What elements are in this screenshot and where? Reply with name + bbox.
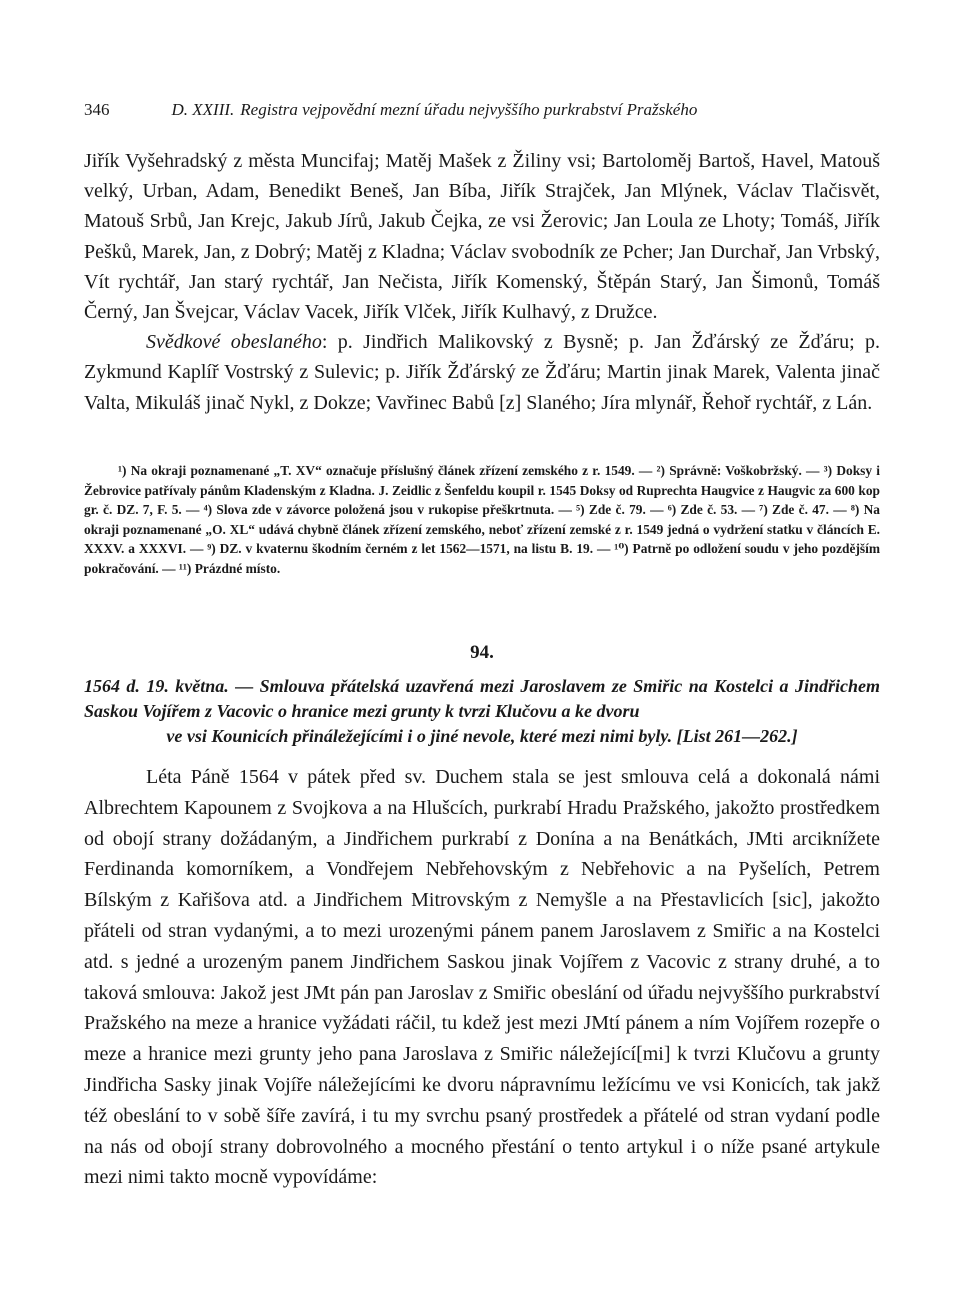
page-number: 346 [84, 100, 110, 119]
regest-last-line: ve vsi Kounicích přináležejícími i o jiné nevole, které mezi nimi byly. [List 261—262.] [166, 726, 798, 746]
running-title [172, 100, 698, 119]
section-label: D. XXIII. [171, 100, 235, 119]
witnesses-paragraph [84, 327, 880, 418]
register-title: Registra vejpovědní mezní úřadu nejvyššího purkrabství Pražského [240, 100, 698, 119]
footnotes-text: ¹) Na okraji poznamenané „T. XV“ označuje příslušný článek zřízení zemského z r. 1549. — ²) Správně: Voškobržský. — ³) Doksy i Žebrovice patřívaly pánům Kladenským z Kladna. J. Zeidlic z Šenfeldu koupil r. 1545 Doksy od Ruprechta Haugvice z Haugvic za 600 kop gr. č. DZ. 7, F. 5. — ⁴) Slova zde v závorce položená jsou v rukopise přeškrtnuta. — ⁵) Zde č. 79. — ⁶) Zde č. 53. — ⁷) Zde č. 47. — ⁸) Na okraji poznamenané „O. XL“ udává chybně článek zřízení zemského, neboť zřízení zemské z r. 1549 jedná o vydržení statku v článcích E. XXXV. a XXXVI. — ⁹) DZ. v kvaternu škodním černém z let 1562—1571, na listu B. 19. — ¹⁰) Patrně po odložení soudu v jeho pozdějším pokračování. — ¹¹) Prázdné místo. [84, 463, 880, 576]
regest [84, 674, 880, 749]
body-paragraph: Léta Páně 1564 v pátek před sv. Duchem stala se jest smlouva celá a dokonalá námi Albrechtem Kapounem z Svojkova a na Hlušcích, purkrabí Hradu Pražského, jakožto prostředkem od obojí strany dožádaným, a Jindřichem purkrabí z Donína a na Benátkách, JMti arciknížete Ferdinanda komorníkem, a Vondřejem Nebřehovským z Nebřehovic a na Pyšelích, Petrem Bílským z Kařišova atd. a Jindřichem Mitrovským z Nemyšle a na Přestavlicích [sic], jakožto přáteli od stran vydanými, a to mezi urozenými pánem panem Jaroslavem z Smiřic a na Kostelci atd. s jedné a urozeným panem Jindřichem Saskou jinak Vojířem z Vacovic z strany druhé, a to taková smlouva: Jakož jest JMt pán pan Jaroslav z Smiřic obeslání od úřadu nejvyššího purkrabství Pražského na meze a hranice vyžádati ráčil, tu kdež jest mezi JMtí pánem a ním Vojířem rozepře o meze a hranice mezi grunty jeho pana Jaroslava z Smiřic náležející[mi] k tvrzi Klučovu a grunty Jindřicha Sasky jinak Vojíře náležejícími ke dvoru nápravnímu ležícímu ve vsi Konicích, tak jakž též obeslání to v sobě šíře zavírá, i tu my svrchu psaný prostředek a přátelé od stran vydaní podle na nás od obojí strany dobrovolného a mocného přestání o tento artykul i o níže psané artykule mezi nimi takto mocně vypovídáme: [84, 766, 880, 1189]
footnotes [84, 461, 880, 579]
witnesses-label: Svědkové obeslaného [146, 331, 322, 354]
witnesses-text: : p. Jindřich Malikovský z Bysně; p. Jan Žďárský ze Žďáru; p. Zykmund Kaplíř Vostrský z Sulevic; p. Jiřík Žďárský ze Žďáru; Martin jinak Marek, Valenta jinač Valta, Mikuláš jinač Nykl, z Dokze; Vavřinec Babů [z] Slaného; Jíra mlynář, Řehoř rychtář, z Lán. [84, 331, 880, 414]
names-paragraph: Jiřík Vyšehradský z města Muncifaj; Matěj Mašek z Žiliny vsi; Bartoloměj Bartoš, Havel, Matouš velký, Urban, Adam, Benedikt Beneš, Jan Bíba, Jiřík Strajček, Jan Mlýnek, Václav Tlačisvět, Matouš Srbů, Jan Krejc, Jakub Jírů, Jakub Čejka, ze vsi Žerovic; Jan Loula ze Lhoty; Tomáš, Jiřík Pešků, Marek, Jan, z Dobrý; Matěj z Kladna; Václav svobodník ze Pcher; Jan Durchař, Jan Vrbský, Vít rychtář, Jan starý rychtář, Jan Nečista, Jiřík Komenský, Štěpán Starý, Jan Šimonů, Tomáš Černý, Jan Švejcar, Václav Vacek, Jiřík Vlček, Jiřík Kulhavý, z Družce. [84, 150, 880, 324]
document-body [84, 762, 880, 1193]
document-number: 94. [470, 642, 494, 663]
main-text [84, 146, 880, 418]
running-head [84, 100, 880, 120]
regest-main: 1564 d. 19. května. — Smlouva přátelská uzavřená mezi Jaroslavem ze Smiřic na Kostelci a Jindřichem Saskou Vojířem z Vacovic o hranice mezi grunty k tvrzi Klučovu a ke dvoru [84, 676, 880, 721]
